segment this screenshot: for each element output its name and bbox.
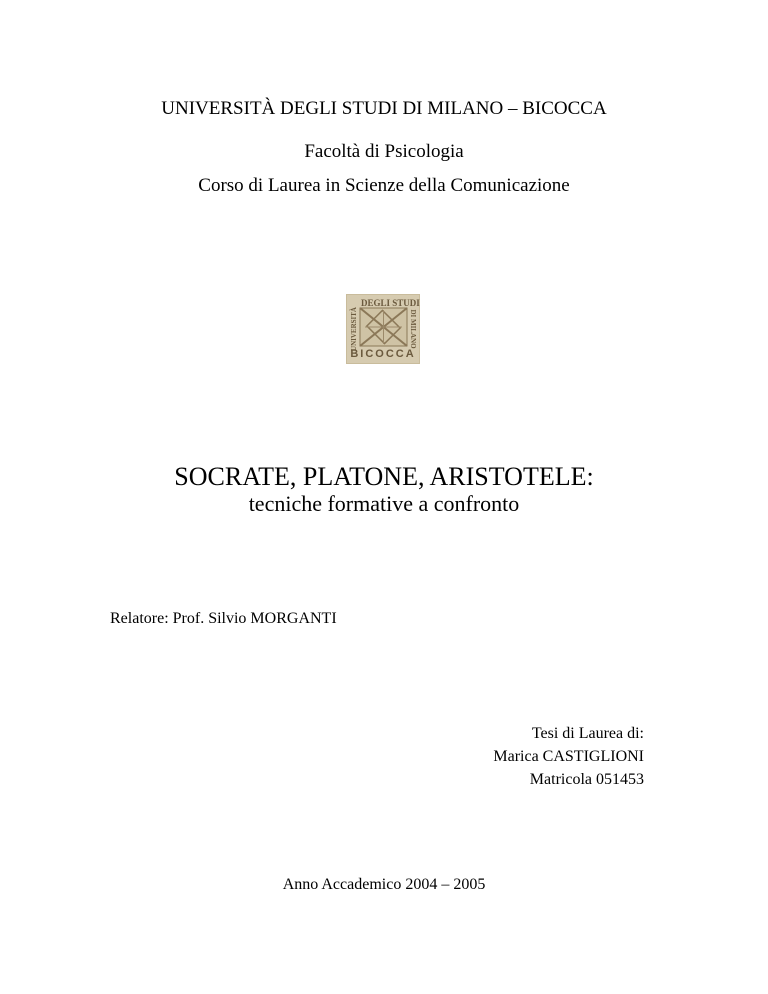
faculty-name: Facoltà di Psicologia: [304, 141, 464, 162]
thesis-label: Tesi di Laurea di:: [531, 725, 644, 742]
thesis-subtitle: tecniche formative a confronto: [248, 491, 520, 516]
logo-bottom-text: BICOCCA: [350, 348, 416, 360]
student-id: Matricola 051453: [529, 771, 644, 788]
logo-left-text: UNIVERSITÀ: [350, 307, 358, 351]
academic-year: Anno Accademico 2004 – 2005: [282, 876, 486, 893]
author-name: Marica CASTIGLIONI: [493, 748, 644, 765]
university-logo: [346, 294, 420, 364]
thesis-title: SOCRATE, PLATONE, ARISTOTELE:: [174, 462, 594, 491]
supervisor: Relatore: Prof. Silvio MORGANTI: [110, 610, 337, 627]
author-block: [493, 722, 644, 791]
university-name: UNIVERSITÀ DEGLI STUDI DI MILANO – BICOCCA: [161, 98, 607, 119]
course-name: Corso di Laurea in Scienze della Comunicazione: [198, 175, 570, 196]
logo-top-text: DEGLI STUDI: [361, 298, 420, 308]
logo-right-text: DI MILANO: [409, 309, 417, 349]
